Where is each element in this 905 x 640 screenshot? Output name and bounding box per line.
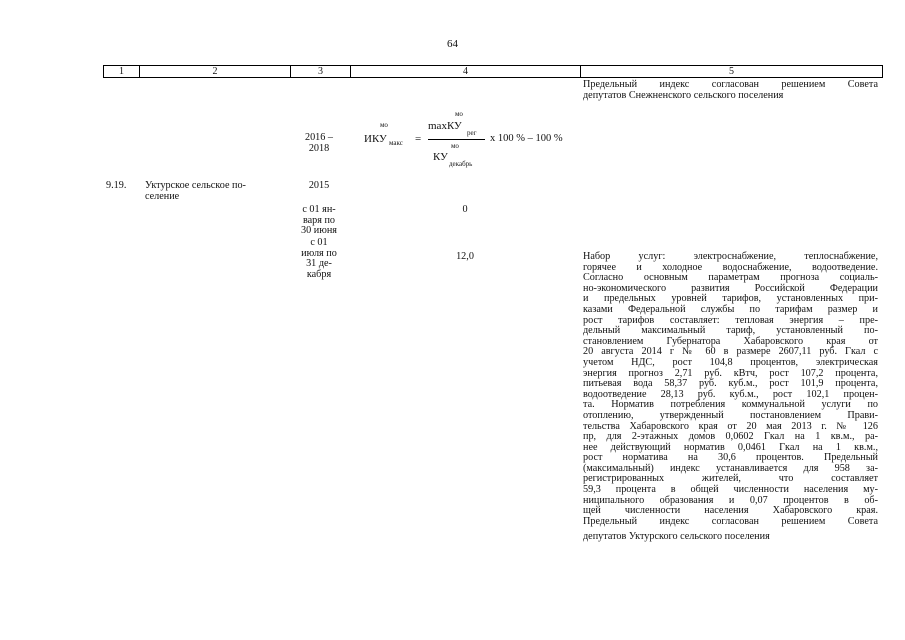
- top-note-line-1: Предельный индекс согласован решением Совета: [583, 79, 878, 90]
- entry-note-line: отоплению, утвержденный постановлением Прави-: [583, 409, 878, 421]
- column-header-4: 4: [351, 66, 581, 77]
- entry-note-line: нее действующий норматив 0,0461 Гкал на 1 кв.м.,: [583, 441, 878, 453]
- entry-note-line: Согласно основным параметрам прогноза социаль-: [583, 272, 878, 284]
- formula-tail: х 100 % – 100 %: [490, 133, 563, 144]
- entry-note-line: тельства Хабаровского края от 20 мая 2013 г. № 126: [583, 420, 878, 432]
- formula-den-sub: декабрь: [449, 160, 473, 168]
- entry-note-line: дельный максимальный тариф, установленный по-: [583, 325, 878, 337]
- entry-note-line: водоотведение 28,13 руб. куб.м., рост 102,1 процен-: [583, 388, 878, 400]
- formula-num-main: maxКУ: [428, 120, 462, 132]
- entry-note-line: ниципального образования и 0,07 процентов в об-: [583, 494, 878, 506]
- entry-note-line: регистрированных жителей, что составляет: [583, 473, 878, 485]
- formula: [360, 108, 580, 168]
- formula-lhs-sub: макс: [389, 139, 403, 147]
- entry-number: 9.19.: [106, 180, 127, 191]
- entry-note-line: и предельных уровней тарифов, установленных при-: [583, 293, 878, 305]
- formula-years: 2016 – 2018: [304, 132, 333, 154]
- entry-period-2: с 01 июля по 31 де- кабря: [301, 237, 337, 280]
- entry-note-line: рост норматива на 30,6 процентов. Предельный: [583, 452, 878, 464]
- table-header-row: [103, 65, 883, 78]
- entry-note-line: пр, для 2-этажных домов 0,0602 Гкал на 1 кв.м., ра-: [583, 431, 878, 443]
- formula-equals: =: [415, 133, 422, 145]
- entry-note: [583, 252, 878, 527]
- formula-num-sup: мо: [455, 110, 463, 118]
- entry-value-1: 0: [462, 204, 468, 215]
- formula-fraction-bar: [428, 139, 485, 140]
- entry-note-line: Набор услуг: электроснабжение, теплоснабжение,: [583, 251, 878, 262]
- entry-note-line: 59,3 процента в общей численности населения му-: [583, 484, 878, 496]
- entry-note-line: но-экономического развития Российской Федерации: [583, 282, 878, 294]
- entry-note-line: 20 августа 2014 г № 60 в размере 2607,11 руб. Гкал с: [583, 346, 878, 358]
- entry-note-last-line: депутатов Уктурского сельского поселения: [583, 531, 770, 542]
- column-header-2: 2: [140, 66, 291, 77]
- column-header-3: 3: [291, 66, 351, 77]
- entry-note-line: щей численности населения Хабаровского края.: [583, 505, 878, 517]
- column-header-1: 1: [104, 66, 140, 77]
- entry-year: 2015: [308, 180, 330, 191]
- formula-den-main: КУ: [433, 151, 448, 163]
- entry-period-1: с 01 ян- варя по 30 июня: [301, 204, 337, 237]
- entry-note-line: рост тарифов составляет: тепловая энергия – пре-: [583, 314, 878, 326]
- column-header-5: 5: [729, 66, 734, 77]
- formula-lhs-sup: мо: [380, 121, 388, 129]
- page-number: 64: [447, 38, 458, 50]
- formula-den-sup: мо: [451, 142, 459, 150]
- entry-note-line: учетом НДС, рост 104,8 процентов, электрическая: [583, 356, 878, 368]
- entry-note-line: та. Норматив потребления коммунальной услуги по: [583, 399, 878, 411]
- entry-note-line: (максимальный) индекс устанавливается для 958 за-: [583, 462, 878, 474]
- top-note-line-2: депутатов Снежненского сельского поселения: [583, 90, 784, 101]
- entry-note-line: Предельный индекс согласован решением Совета: [583, 515, 878, 527]
- entry-note-line: питьевая вода 58,37 руб. куб.м., рост 101,9 процента,: [583, 378, 878, 390]
- entry-note-line: становлением Губернатора Хабаровского края от: [583, 335, 878, 347]
- entry-note-line: энергия прогноз 2,71 руб. кВтч, рост 107,2 процента,: [583, 367, 878, 379]
- entry-note-line: казами Федеральной службы по тарифам размер и: [583, 303, 878, 315]
- entry-name: Уктурское сельское по- селение: [145, 180, 246, 202]
- entry-note-line: горячее и холодное водоснабжение, водоотведение.: [583, 261, 878, 273]
- formula-lhs-main: ИКУ: [364, 133, 387, 145]
- entry-value-2: 12,0: [456, 251, 474, 262]
- formula-num-sub: рег: [467, 129, 477, 137]
